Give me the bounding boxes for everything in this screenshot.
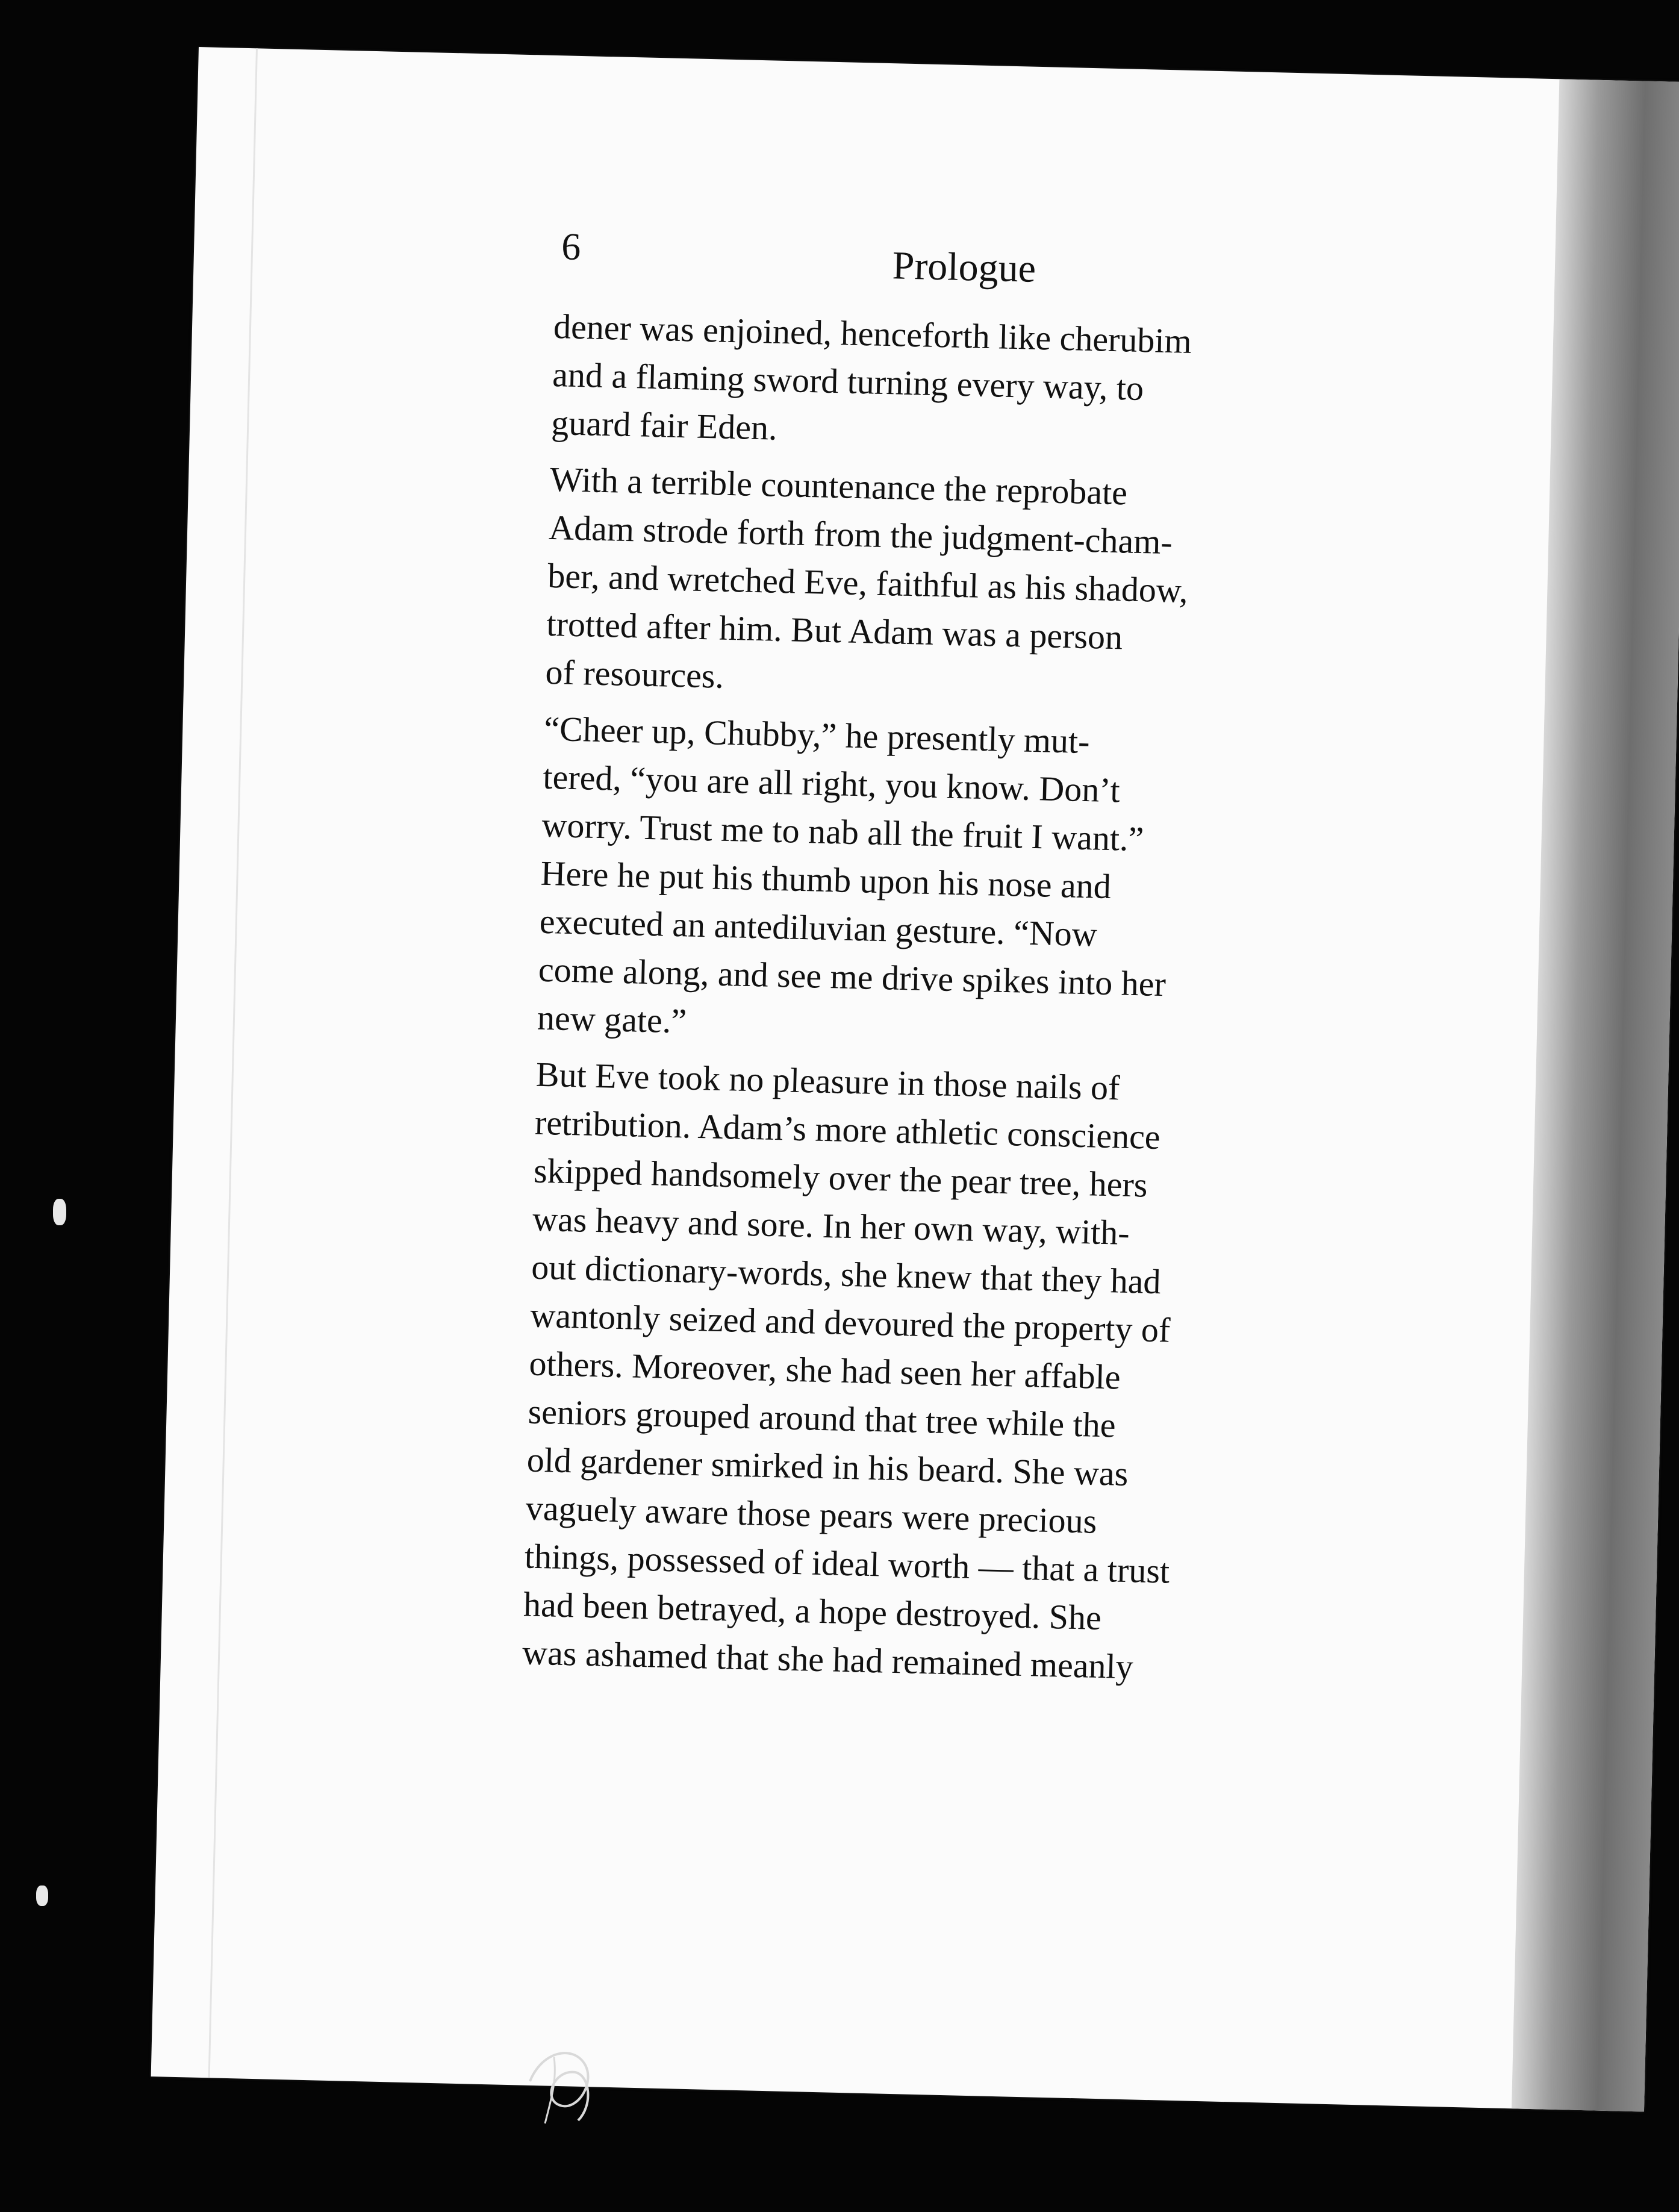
text-line: old gardener smirked in his beard. She was: [526, 1440, 1129, 1494]
page-number: 6: [561, 225, 582, 269]
page-fold-line: [208, 48, 258, 2078]
book-page: [151, 47, 1679, 2111]
text-line: With a terrible countenance the reprobate: [549, 459, 1128, 513]
text-line: executed an antediluvian gesture. “Now: [539, 901, 1098, 954]
text-line: vaguely aware those pears were precious: [525, 1488, 1098, 1541]
text-line: Adam strode forth from the judgment-cham-: [548, 507, 1173, 562]
text-line: tered, “you are all right, you know. Don’t: [542, 757, 1121, 810]
text-line: “Cheer up, Chubby,” he presently mut-: [543, 708, 1091, 761]
text-line: dener was enjoined, henceforth like cherubim: [553, 307, 1192, 361]
text-line: ber, and wretched Eve, faithful as his shadow,: [547, 555, 1189, 610]
text-line: and a flaming sword turning every way, to: [552, 354, 1144, 408]
text-line: But Eve took no pleasure in those nails of: [535, 1054, 1121, 1108]
text-line: was heavy and sore. In her own way, with-: [532, 1199, 1130, 1252]
text-line: things, possessed of ideal worth — that a trust: [524, 1536, 1170, 1591]
text-line: new gate.”: [537, 998, 687, 1041]
text-line: guard fair Eden.: [550, 402, 778, 448]
text-line: others. Moreover, she had seen her affable: [528, 1343, 1121, 1397]
text-line: had been betrayed, a hope destroyed. She: [523, 1584, 1102, 1638]
running-title: Prologue: [891, 243, 1036, 291]
margin-spot: [36, 1886, 48, 1906]
text-line: out dictionary-words, she knew that they had: [531, 1247, 1162, 1302]
text-line: was ashamed that she had remained meanly: [522, 1632, 1134, 1687]
book-gutter-shadow: [1512, 79, 1679, 2111]
text-line: trotted after him. But Adam was a person: [546, 604, 1123, 657]
text-line: wantonly seized and devoured the property of: [529, 1295, 1171, 1350]
text-block: [522, 224, 1380, 1696]
text-line: Here he put his thumb upon his nose and: [540, 853, 1112, 907]
text-line: of resources.: [544, 652, 724, 696]
margin-spot: [53, 1199, 66, 1225]
text-line: skipped handsomely over the pear tree, hers: [533, 1151, 1148, 1205]
handwritten-mark: [518, 2045, 608, 2129]
text-line: retribution. Adam’s more athletic conscience: [534, 1102, 1161, 1157]
text-line: come along, and see me drive spikes into her: [538, 949, 1167, 1004]
text-line: seniors grouped around that tree while the: [528, 1392, 1117, 1445]
text-line: worry. Trust me to nab all the fruit I want.”: [541, 805, 1145, 859]
body-text: [522, 302, 1378, 1696]
